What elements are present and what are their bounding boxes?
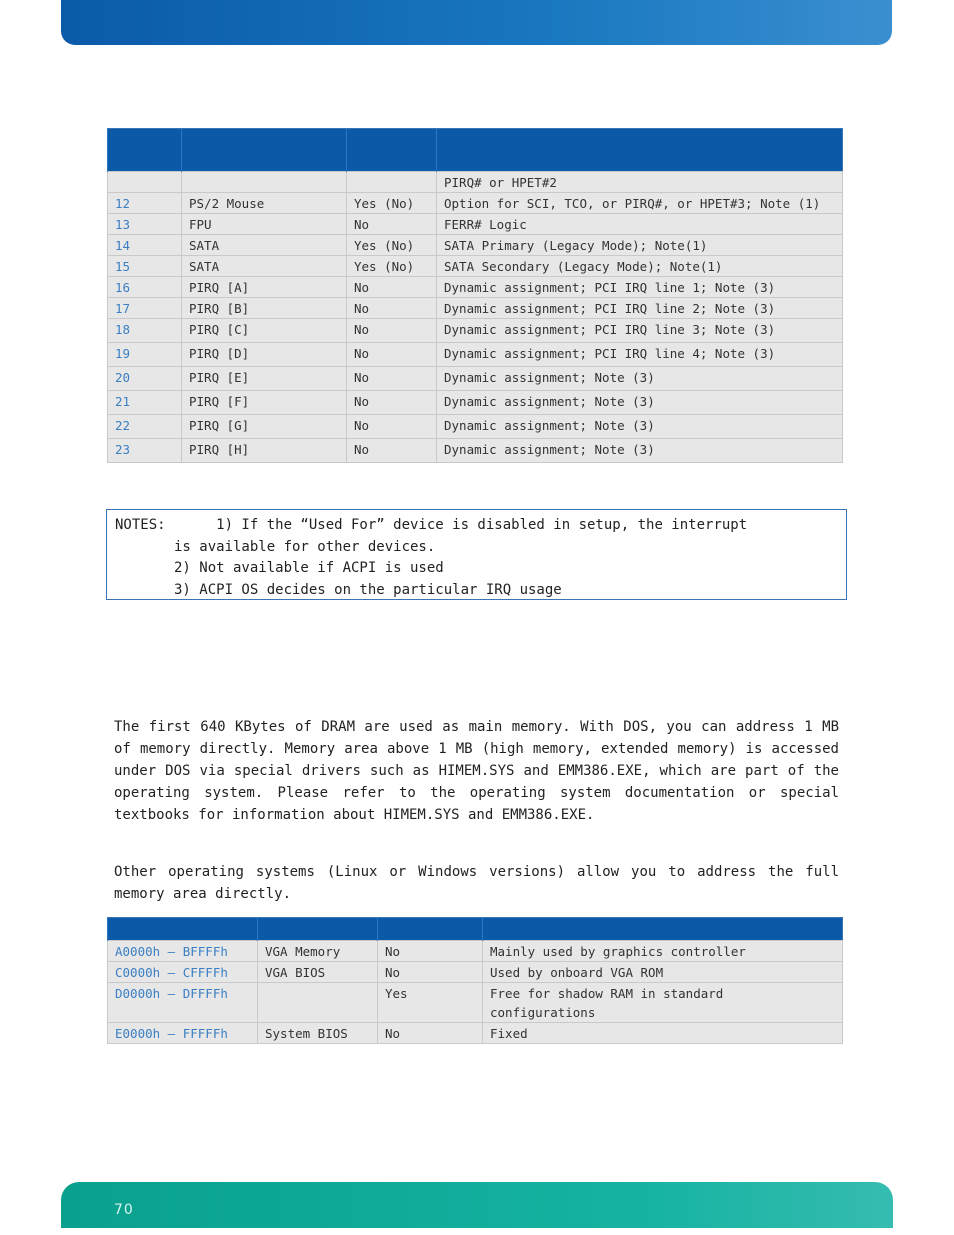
memory-available: No — [378, 962, 483, 983]
memory-header-cell — [483, 918, 843, 941]
irq-device: FPU — [182, 214, 347, 235]
irq-number: 17 — [108, 298, 182, 319]
header-band — [61, 0, 892, 45]
irq-device: PIRQ [G] — [182, 415, 347, 439]
irq-device — [182, 172, 347, 193]
irq-number: 21 — [108, 391, 182, 415]
memory-device: System BIOS — [258, 1023, 378, 1044]
memory-device: VGA Memory — [258, 941, 378, 962]
irq-remark: Dynamic assignment; Note (3) — [437, 439, 843, 463]
memory-range: A0000h – BFFFFh — [108, 941, 258, 962]
irq-device: PIRQ [E] — [182, 367, 347, 391]
irq-table — [107, 128, 843, 463]
table-row — [108, 439, 843, 463]
memory-header-cell — [108, 918, 258, 941]
irq-number: 12 — [108, 193, 182, 214]
memory-remark: Fixed — [483, 1023, 843, 1044]
irq-number: 18 — [108, 319, 182, 343]
memory-range: E0000h – FFFFFh — [108, 1023, 258, 1044]
table-row — [108, 415, 843, 439]
irq-remark: SATA Primary (Legacy Mode); Note(1) — [437, 235, 843, 256]
irq-remark: FERR# Logic — [437, 214, 843, 235]
memory-device: VGA BIOS — [258, 962, 378, 983]
notes-box — [106, 509, 847, 600]
irq-remark: Option for SCI, TCO, or PIRQ#, or HPET#3; Note (1) — [437, 193, 843, 214]
irq-number: 14 — [108, 235, 182, 256]
page-number: 70 — [114, 1202, 134, 1218]
table-row — [108, 367, 843, 391]
memory-remark: Used by onboard VGA ROM — [483, 962, 843, 983]
table-row — [108, 235, 843, 256]
table-row — [108, 962, 843, 983]
irq-device: PS/2 Mouse — [182, 193, 347, 214]
table-row — [108, 1023, 843, 1044]
notes-line: 2) Not available if ACPI is used — [115, 560, 444, 576]
table-row — [108, 343, 843, 367]
table-row — [108, 214, 843, 235]
irq-available: Yes (No) — [347, 235, 437, 256]
irq-available: No — [347, 439, 437, 463]
irq-header-cell — [182, 129, 347, 172]
irq-number — [108, 172, 182, 193]
memory-header-cell — [258, 918, 378, 941]
table-row — [108, 983, 843, 1023]
table-row — [108, 256, 843, 277]
notes-line: is available for other devices. — [115, 538, 436, 555]
irq-header-cell — [437, 129, 843, 172]
irq-number: 15 — [108, 256, 182, 277]
irq-number: 23 — [108, 439, 182, 463]
irq-remark: Dynamic assignment; Note (3) — [437, 367, 843, 391]
irq-device: SATA — [182, 256, 347, 277]
table-row — [108, 172, 843, 193]
memory-table-header — [108, 918, 843, 941]
irq-header-cell — [108, 129, 182, 172]
irq-available: No — [347, 319, 437, 343]
irq-device: PIRQ [H] — [182, 439, 347, 463]
body-paragraph: Other operating systems (Linux or Windows versions) allow you to address the full memory area directly. — [114, 864, 839, 902]
irq-remark: Dynamic assignment; PCI IRQ line 3; Note (3) — [437, 319, 843, 343]
memory-available: No — [378, 941, 483, 962]
irq-remark: SATA Secondary (Legacy Mode); Note(1) — [437, 256, 843, 277]
irq-available: No — [347, 214, 437, 235]
irq-available: No — [347, 298, 437, 319]
irq-device: PIRQ [A] — [182, 277, 347, 298]
irq-number: 20 — [108, 367, 182, 391]
irq-remark: Dynamic assignment; PCI IRQ line 2; Note (3) — [437, 298, 843, 319]
memory-header-cell — [378, 918, 483, 941]
irq-remark: Dynamic assignment; PCI IRQ line 1; Note (3) — [437, 277, 843, 298]
irq-available: Yes (No) — [347, 256, 437, 277]
irq-device: PIRQ [B] — [182, 298, 347, 319]
footer-band — [61, 1182, 893, 1228]
irq-device: PIRQ [C] — [182, 319, 347, 343]
irq-available: No — [347, 391, 437, 415]
irq-available: No — [347, 367, 437, 391]
irq-remark: PIRQ# or HPET#2 — [437, 172, 843, 193]
irq-device: PIRQ [F] — [182, 391, 347, 415]
body-paragraph: The first 640 KBytes of DRAM are used as main memory. With DOS, you can address 1 MB of memory directly. Memory area above 1 MB (high memory, extended memory) is accessed under DOS via special drivers such as HIMEM.SYS and EMM386.EXE, which are part of the operating system. Please refer to the operating system documentation or special textbooks for information about HIMEM.SYS and EMM386.EXE. — [114, 719, 839, 823]
memory-available: No — [378, 1023, 483, 1044]
irq-device: SATA — [182, 235, 347, 256]
irq-available: Yes (No) — [347, 193, 437, 214]
irq-remark: Dynamic assignment; PCI IRQ line 4; Note (3) — [437, 343, 843, 367]
memory-range: C0000h – CFFFFh — [108, 962, 258, 983]
memory-available: Yes — [378, 983, 483, 1023]
irq-number: 13 — [108, 214, 182, 235]
table-row — [108, 319, 843, 343]
irq-device: PIRQ [D] — [182, 343, 347, 367]
memory-remark: Free for shadow RAM in standard configurations — [483, 983, 843, 1023]
irq-header-cell — [347, 129, 437, 172]
table-row — [108, 941, 843, 962]
table-row — [108, 298, 843, 319]
irq-remark: Dynamic assignment; Note (3) — [437, 391, 843, 415]
memory-range: D0000h – DFFFFh — [108, 983, 258, 1023]
table-row — [108, 193, 843, 214]
table-row — [108, 277, 843, 298]
memory-table — [107, 917, 843, 1044]
irq-number: 19 — [108, 343, 182, 367]
memory-device — [258, 983, 378, 1023]
irq-number: 16 — [108, 277, 182, 298]
notes-line: NOTES: 1) If the “Used For” device is disabled in setup, the interrupt — [115, 517, 748, 533]
table-row — [108, 391, 843, 415]
irq-available: No — [347, 277, 437, 298]
irq-available — [347, 172, 437, 193]
irq-remark: Dynamic assignment; Note (3) — [437, 415, 843, 439]
memory-remark: Mainly used by graphics controller — [483, 941, 843, 962]
irq-number: 22 — [108, 415, 182, 439]
irq-table-header — [108, 129, 843, 172]
irq-available: No — [347, 343, 437, 367]
notes-line: 3) ACPI OS decides on the particular IRQ usage — [115, 581, 562, 598]
irq-available: No — [347, 415, 437, 439]
